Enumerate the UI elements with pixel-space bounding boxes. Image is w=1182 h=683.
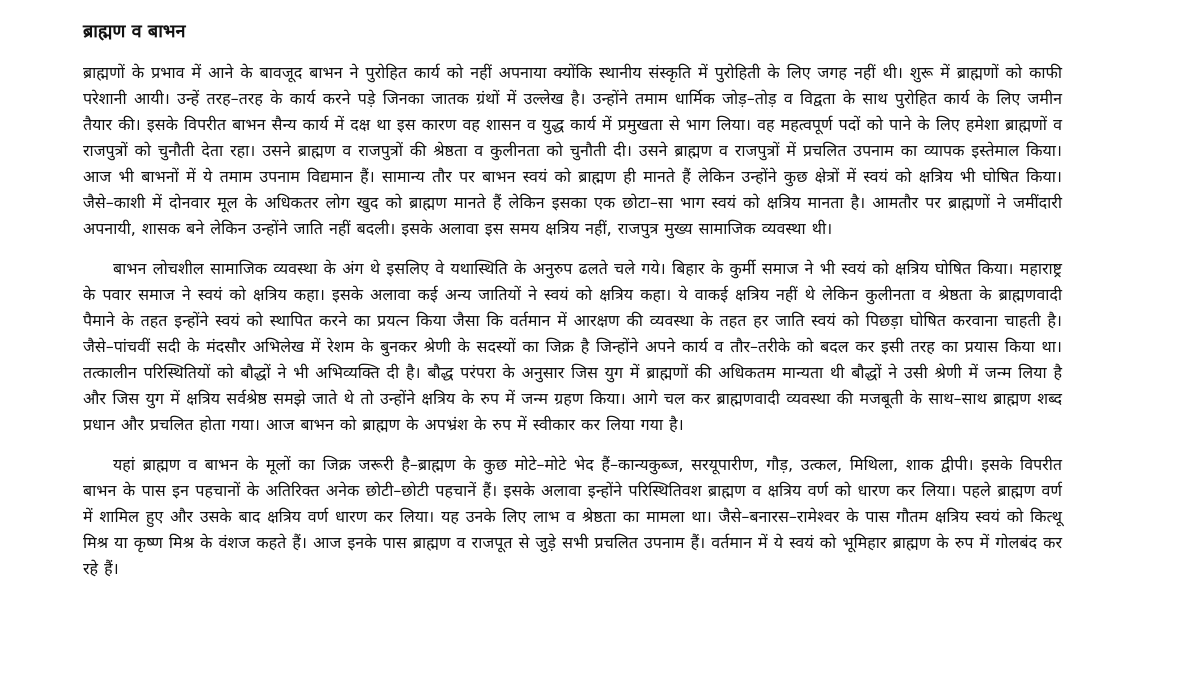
- paragraph-2: बाभन लोचशील सामाजिक व्यवस्था के अंग थे इसलिए वे यथास्थिति के अनुरुप ढलते चले गये। बिहार के कुर्मी समाज ने भी स्वयं को क्षत्रिय घोषित किया। महाराष्ट्र के पवार समाज ने स्वयं को क्षत्रिय कहा। इसके अलावा कई अन्य जातियों ने स्वयं को क्षत्रिय कहा। ये वाकई क्षत्रिय नहीं थे लेकिन कुलीनता व श्रेष्ठता के ब्राह्मणवादी पैमाने के तहत इन्होंने स्वयं को स्थापित करने का प्रयत्न किया जैसा कि वर्तमान में आरक्षण की व्यवस्था के तहत हर जाति स्वयं को पिछड़ा घोषित करवाना चाहती है। जैसे–पांचवीं सदी के मंदसौर अभिलेख में रेशम के बुनकर श्रेणी के सदस्यों का जिक्र है जिन्होंने अपने कार्य व तौर–तरीके को बदल कर इसी तरह का प्रयास किया था। तत्कालीन परिस्थितियों को बौद्धों ने भी अभिव्यक्ति दी है। बौद्ध परंपरा के अनुसार जिस युग में ब्राह्मणों की अधिकतम मान्यता थी बौद्धों ने उसी श्रेणी में जन्म लिया है और जिस युग में क्षत्रिय सर्वश्रेष्ठ समझे जाते थे तो उन्होंने क्षत्रिय के रुप में जन्म ग्रहण किया। आगे चल कर ब्राह्मणवादी व्यवस्था की मजबूती के साथ–साथ ब्राह्मण शब्द प्रधान और प्रचलित होता गया। आज बाभन को ब्राह्मण के अपभ्रंश के रुप में स्वीकार कर लिया गया है।: [83, 259, 1062, 434]
- paragraph-1: ब्राह्मणों के प्रभाव में आने के बावजूद बाभन ने पुरोहित कार्य को नहीं अपनाया क्योंकि स्थानीय संस्कृति में पुरोहिती के लिए जगह नहीं थी। शुरू में ब्राह्मणों को काफी परेशानी आयी। उन्हें तरह–तरह के कार्य करने पड़े जिनका जातक ग्रंथों में उल्लेख है। उन्होंने तमाम धार्मिक जोड़–तोड़ व विद्वता के साथ पुरोहित कार्य के लिए जमीन तैयार की। इसके विपरीत बाभन सैन्य कार्य में दक्ष था इस कारण वह शासन व युद्ध कार्य में प्रमुखता से भाग लिया। वह महत्वपूर्ण पदों को पाने के लिए हमेशा ब्राह्मणों व राजपुत्रों को चुनौती देता रहा। उसने ब्राह्मण व राजपुत्रों की श्रेष्ठता व कुलीनता को चुनौती दी। उसने ब्राह्मण व राजपुत्रों में प्रचलित उपनाम का व्यापक इस्तेमाल किया। आज भी बाभनों में ये तमाम उपनाम विद्यमान हैं। सामान्य तौर पर बाभन स्वयं को ब्राह्मण ही मानते हैं लेकिन उन्होंने कुछ क्षेत्रों में स्वयं को क्षत्रिय भी घोषित किया। जैसे–काशी में दोनवार मूल के अधिकतर लोग खुद को ब्राह्मण मानते हैं लेकिन इसका एक छोटा–सा भाग स्वयं को क्षत्रिय मानता है। आमतौर पर ब्राह्मणों ने जमींदारी अपनायी, शासक बने लेकिन उन्होंने जाति नहीं बदली। इसके अलावा इस समय क्षत्रिय नहीं, राजपुत्र मुख्य सामाजिक व्यवस्था थी।: [83, 63, 1062, 238]
- paragraph-3: यहां ब्राह्मण व बाभन के मूलों का जिक्र जरूरी है–ब्राह्मण के कुछ मोटे–मोटे भेद हैं–कान्यकुब्ज, सरयूपारीण, गौड़, उत्कल, मिथिला, शाक द्वीपी। इसके विपरीत बाभन के पास इन पहचानों के अतिरिक्त अनेक छोटी–छोटी पहचानें हैं। इसके अलावा इन्होंने परिस्थितिवश ब्राह्मण व क्षत्रिय वर्ण को धारण कर लिया। पहले ब्राह्मण वर्ण में शामिल हुए और उसके बाद क्षत्रिय वर्ण धारण कर लिया। यह उनके लिए लाभ व श्रेष्ठता का मामला था। जैसे–बनारस–रामेश्वर के पास गौतम क्षत्रिय स्वयं को कित्थू मिश्र या कृष्ण मिश्र के वंशज कहते हैं। आज इनके पास ब्राह्मण व राजपूत से जुड़े सभी प्रचलित उपनाम हैं। वर्तमान में ये स्वयं को भूमिहार ब्राह्मण के रुप में गोलबंद कर रहे हैं।: [83, 455, 1062, 578]
- section-heading: ब्राह्मण व बाभन: [83, 21, 186, 42]
